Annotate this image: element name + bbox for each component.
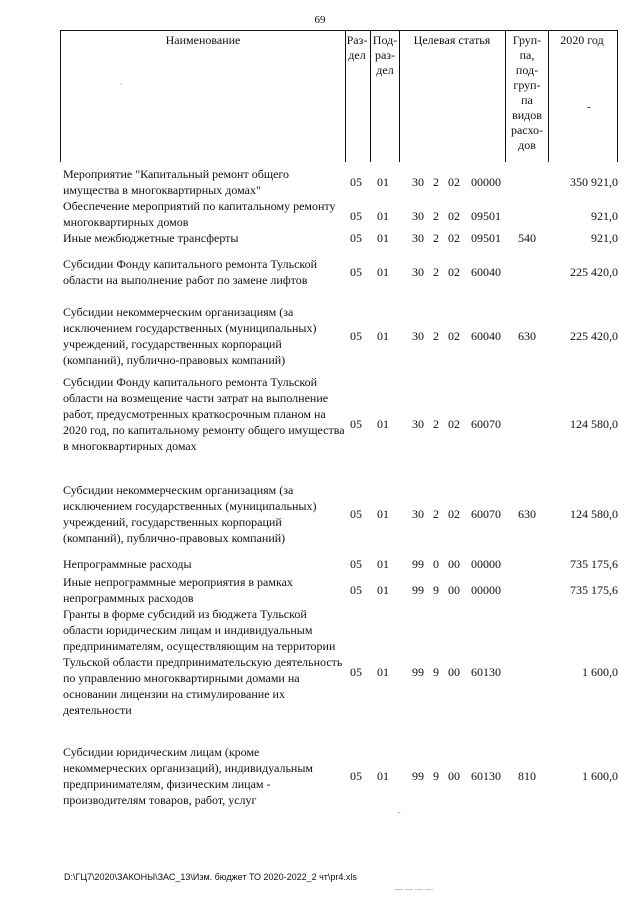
row-target-direction: 00000 bbox=[471, 557, 501, 571]
scan-speck: — — — — bbox=[395, 884, 433, 893]
row-target-event: 02 bbox=[448, 417, 460, 431]
row-group: 630 bbox=[518, 329, 536, 343]
row-name: Субсидии юридическим лицам (кроме некоммерческих организаций), индивидуальным предпринимателям, физическим лицам - производителям товаров, работ, услуг bbox=[63, 745, 313, 807]
row-target-subprogram: 2 bbox=[433, 417, 439, 431]
row-target-direction: 60070 bbox=[471, 417, 501, 431]
header-name: Наименование bbox=[165, 33, 241, 47]
row-target-program: 99 bbox=[412, 583, 424, 597]
row-target-direction: 60040 bbox=[471, 329, 501, 343]
header-group: Груп- па, под- груп- па видов расхо- дов bbox=[510, 33, 544, 152]
row-amount: 225 420,0 bbox=[570, 265, 618, 279]
row-razdel: 05 bbox=[350, 175, 362, 189]
row-target-subprogram: 9 bbox=[433, 583, 439, 597]
row-target-event: 02 bbox=[448, 329, 460, 343]
row-podrazdel: 01 bbox=[377, 265, 389, 279]
row-name: Субсидии Фонду капитального ремонта Тульской области на выполнение работ по замене лифтов bbox=[63, 257, 318, 287]
row-target-subprogram: 0 bbox=[433, 557, 439, 571]
row-target-event: 02 bbox=[448, 209, 460, 223]
row-target-event: 02 bbox=[448, 507, 460, 521]
row-name: Субсидии некоммерческим организациям (за исключением государственных (муниципальных) учреждений, государственных корпораций (компаний), публично-правовых компаний) bbox=[63, 483, 317, 545]
row-amount: 225 420,0 bbox=[570, 329, 618, 343]
row-target-program: 30 bbox=[412, 209, 424, 223]
row-amount: 124 580,0 bbox=[570, 417, 618, 431]
row-target-direction: 09501 bbox=[471, 209, 501, 223]
row-target-program: 30 bbox=[412, 417, 424, 431]
row-target-subprogram: 9 bbox=[433, 665, 439, 679]
column-divider bbox=[399, 31, 400, 162]
row-name: Обеспечение мероприятий по капитальному ремонту многоквартирных домов bbox=[63, 199, 336, 229]
row-target-direction: 60070 bbox=[471, 507, 501, 521]
row-name: Субсидии Фонду капитального ремонта Тульской области на возмещение части затрат на выполнение работ, предусмотренных краткосрочным планом на 2020 год, по капитальному ремонту общего имущества в многоквартирных домах bbox=[63, 375, 345, 453]
row-podrazdel: 01 bbox=[377, 769, 389, 783]
row-target-subprogram: 2 bbox=[433, 507, 439, 521]
row-target-event: 02 bbox=[448, 231, 460, 245]
row-podrazdel: 01 bbox=[377, 665, 389, 679]
row-amount: 124 580,0 bbox=[570, 507, 618, 521]
row-podrazdel: 01 bbox=[377, 175, 389, 189]
row-razdel: 05 bbox=[350, 769, 362, 783]
row-target-event: 00 bbox=[448, 665, 460, 679]
row-target-program: 99 bbox=[412, 557, 424, 571]
row-podrazdel: 01 bbox=[377, 583, 389, 597]
row-target-event: 00 bbox=[448, 769, 460, 783]
row-target-subprogram: 2 bbox=[433, 175, 439, 189]
row-podrazdel: 01 bbox=[377, 329, 389, 343]
file-path-footer: D:\ГЦ7\2020\ЗАКОНЫ\ЗАС_13\Изм. бюджет ТО 2020-2022_2 чт\pr4.xls bbox=[64, 872, 357, 882]
row-target-subprogram: 9 bbox=[433, 769, 439, 783]
row-podrazdel: 01 bbox=[377, 417, 389, 431]
row-group: 810 bbox=[518, 769, 536, 783]
row-razdel: 05 bbox=[350, 557, 362, 571]
row-name: Иные непрограммные мероприятия в рамках непрограммных расходов bbox=[63, 575, 293, 605]
header-podrazdel: Под- раз- дел bbox=[372, 33, 398, 77]
row-name: Субсидии некоммерческим организациям (за исключением государственных (муниципальных) учреждений, государственных корпораций (компаний), публично-правовых компаний) bbox=[63, 305, 317, 367]
row-target-program: 30 bbox=[412, 329, 424, 343]
page-number: 69 bbox=[314, 14, 326, 26]
row-podrazdel: 01 bbox=[377, 231, 389, 245]
row-amount: 921,0 bbox=[591, 231, 618, 245]
row-group: 630 bbox=[518, 507, 536, 521]
row-razdel: 05 bbox=[350, 231, 362, 245]
row-target-program: 99 bbox=[412, 665, 424, 679]
row-target-direction: 60130 bbox=[471, 665, 501, 679]
row-target-subprogram: 2 bbox=[433, 329, 439, 343]
row-target-program: 30 bbox=[412, 265, 424, 279]
row-target-direction: 00000 bbox=[471, 175, 501, 189]
row-target-direction: 00000 bbox=[471, 583, 501, 597]
row-target-program: 30 bbox=[412, 507, 424, 521]
row-target-program: 30 bbox=[412, 175, 424, 189]
header-year: 2020 год bbox=[560, 33, 604, 47]
row-razdel: 05 bbox=[350, 507, 362, 521]
row-target-direction: 60130 bbox=[471, 769, 501, 783]
row-amount: 1 600,0 bbox=[582, 665, 618, 679]
row-amount: 735 175,6 bbox=[570, 557, 618, 571]
row-target-program: 99 bbox=[412, 769, 424, 783]
row-amount: 1 600,0 bbox=[582, 769, 618, 783]
row-name: Гранты в форме субсидий из бюджета Тульской области юридическим лицам и индивидуальным предпринимателям, осуществляющим на территории Тульской области предпринимательскую деятельность по управлению многоквартирными домами на основании лицензии на стимулирование их деятельности bbox=[63, 607, 343, 717]
scan-speck: · bbox=[120, 80, 123, 89]
row-target-event: 00 bbox=[448, 557, 460, 571]
row-razdel: 05 bbox=[350, 329, 362, 343]
row-group: 540 bbox=[518, 231, 536, 245]
row-amount: 921,0 bbox=[591, 209, 618, 223]
row-name: Непрограммные расходы bbox=[63, 557, 192, 571]
row-target-program: 30 bbox=[412, 231, 424, 245]
row-amount: 735 175,6 bbox=[570, 583, 618, 597]
row-podrazdel: 01 bbox=[377, 209, 389, 223]
table-header bbox=[60, 30, 618, 162]
row-razdel: 05 bbox=[350, 583, 362, 597]
row-target-subprogram: 2 bbox=[433, 209, 439, 223]
row-target-subprogram: 2 bbox=[433, 265, 439, 279]
row-name: Иные межбюджетные трансферты bbox=[63, 231, 239, 245]
scan-speck: - bbox=[398, 808, 401, 817]
row-podrazdel: 01 bbox=[377, 557, 389, 571]
header-razdel: Раз- дел bbox=[346, 33, 368, 62]
row-target-event: 00 bbox=[448, 583, 460, 597]
row-amount: 350 921,0 bbox=[570, 175, 618, 189]
row-name: Мероприятие "Капитальный ремонт общего имущества в многоквартирных домах" bbox=[63, 167, 290, 197]
row-target-event: 02 bbox=[448, 265, 460, 279]
column-divider bbox=[548, 31, 549, 162]
row-razdel: 05 bbox=[350, 665, 362, 679]
header-mark: - bbox=[587, 101, 591, 113]
row-target-direction: 09501 bbox=[471, 231, 501, 245]
row-target-event: 02 bbox=[448, 175, 460, 189]
row-razdel: 05 bbox=[350, 265, 362, 279]
row-razdel: 05 bbox=[350, 209, 362, 223]
header-target: Целевая статья bbox=[413, 33, 491, 47]
row-target-direction: 60040 bbox=[471, 265, 501, 279]
row-podrazdel: 01 bbox=[377, 507, 389, 521]
row-razdel: 05 bbox=[350, 417, 362, 431]
row-target-subprogram: 2 bbox=[433, 231, 439, 245]
